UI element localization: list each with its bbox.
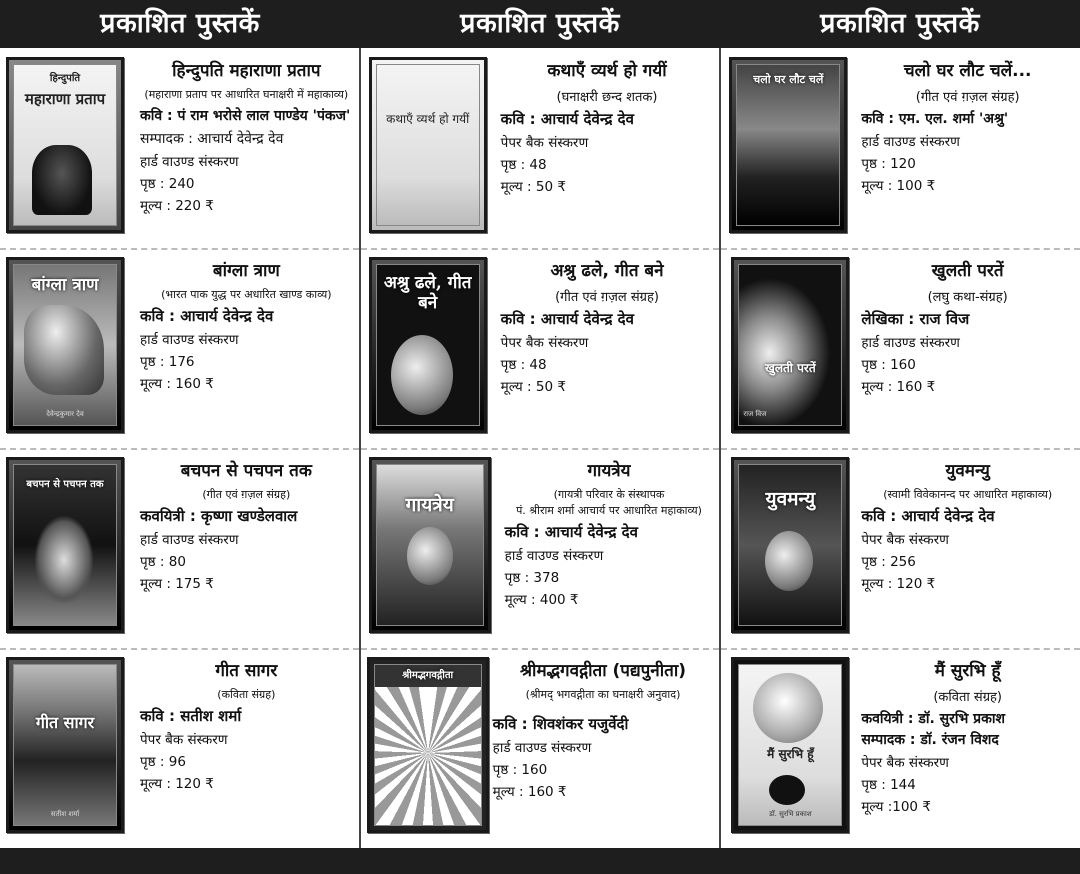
book-card-yuvamanyu [721,448,1080,650]
book-author: कवि : आचार्य देवेन्द्र देव [140,307,274,325]
book-edition: पेपर बैक संस्करण [140,732,228,748]
book-cover-bangla-tran: बांग्ला त्राण देवेन्द्रकुमार देव [6,257,124,433]
book-grid [0,48,1080,848]
book-column-2 [361,48,722,848]
book-subtitle: (महाराणा प्रताप पर आधारित घनाक्षरी में महाकाव्य) [144,88,349,101]
book-subtitle: (भारत पाक युद्ध पर अधारित खाण्ड काव्य) [161,288,332,301]
column-heading-1: प्रकाशित पुस्तकें [100,8,260,39]
book-cover-main-surabhi: मैं सुरभि हूँ डॉ. सुरभि प्रकाश [731,657,849,833]
book-info-gayatreya [505,458,714,612]
book-pages: पृष्ठ : 256 [861,554,916,570]
book-subtitle: (गीत एवं ग़ज़ल संग्रह) [555,290,659,305]
book-info-maharana-pratap [140,58,353,218]
portrait-illustration [765,531,813,591]
book-title: युवमन्यु [945,461,990,481]
book-price: मूल्य : 160 ₹ [140,376,214,392]
book-card-chalo-ghar [721,48,1080,250]
book-edition: पेपर बैक संस्करण [861,755,949,771]
book-price: मूल्य :100 ₹ [861,799,931,815]
book-info-geet-sagar [140,658,353,796]
book-subtitle-line2: पं. श्रीराम शर्मा आचार्य पर आधारित महाकाव्य) [516,504,702,517]
book-cover-gita: श्रीमद्भगवद्गीता [367,657,489,833]
book-edition: हार्ड वाउण्ड संस्करण [140,154,239,170]
book-pages: पृष्ठ : 96 [140,754,186,770]
book-edition: पेपर बैक संस्करण [861,532,949,548]
header-bar [0,0,1080,48]
book-info-kathayen [501,58,714,199]
book-edition: हार्ड वाउण्ड संस्करण [140,532,239,548]
book-author: कवयित्री : कृष्णा खण्डेलवाल [140,507,298,525]
book-cover-gayatreya: गायत्रेय [369,457,491,633]
book-subtitle: (कविता संग्रह) [217,688,276,701]
book-author: कवि : एम. एल. शर्मा 'अश्रु' [861,111,1009,127]
book-author: कवयित्री : डॉ. सुरभि प्रकाश [861,711,1006,727]
book-price: मूल्य : 160 ₹ [861,379,936,395]
book-card-khulti-parten [721,248,1080,450]
book-author: कवि : आचार्य देवेन्द्र देव [861,507,995,525]
book-card-kathayen [361,48,720,250]
book-price: मूल्य : 220 ₹ [140,198,214,214]
book-card-bachpan [0,448,359,650]
book-price: मूल्य : 50 ₹ [500,379,566,395]
book-title: बांग्ला त्राण [212,261,280,281]
book-card-bangla-tran [0,248,359,450]
book-title: हिन्दुपति महाराणा प्रताप [172,61,321,81]
book-pages: पृष्ठ : 176 [140,354,195,370]
book-title: चलो घर लौट चलें... [903,61,1032,81]
book-title: खुलती परतें [931,261,1004,281]
book-info-yuvamanyu [861,458,1074,596]
book-info-ashru-dhale [501,258,714,399]
horse-rider-illustration [32,145,92,215]
book-subtitle: (स्वामी विवेकानन्द पर आधारित महाकाव्य) [883,488,1053,501]
map-illustration [24,305,104,395]
book-pages: पृष्ठ : 160 [492,762,548,778]
book-card-geet-sagar [0,648,359,848]
book-pages: पृष्ठ : 80 [140,554,186,570]
book-subtitle: (श्रीमद् भगवद्गीता का घनाक्षरी अनुवाद) [525,688,681,701]
book-author: कवि : सतीश शर्मा [140,707,242,725]
book-cover-khulti-parten: खुलती परतें राज विज [731,257,849,433]
book-pages: पृष्ठ : 240 [140,176,195,192]
book-cover-geet-sagar: गीत सागर सतीश शर्मा [6,657,124,833]
book-price: मूल्य : 400 ₹ [504,592,579,608]
book-edition: हार्ड वाउण्ड संस्करण [861,335,960,351]
book-author: कवि : आचार्य देवेन्द्र देव [500,110,634,128]
book-card-gita [361,648,720,848]
book-pages: पृष्ठ : 120 [861,156,916,172]
rose-illustration [769,775,805,805]
book-price: मूल्य : 175 ₹ [140,576,214,592]
book-title: अश्रु ढले, गीत बने [550,261,664,281]
book-author: कवि : शिवशंकर यजुर्वेदी [492,715,629,733]
book-cover-kathayen: कथाएँ व्यर्थ हो गयीं [369,57,487,233]
column-heading-3: प्रकाशित पुस्तकें [820,8,980,39]
book-card-gayatreya [361,448,720,650]
book-card-main-surabhi [721,648,1080,848]
book-info-bangla-tran [140,258,353,396]
book-pages: पृष्ठ : 144 [861,777,916,793]
book-price: मूल्य : 120 ₹ [861,576,936,592]
book-price: मूल्य : 50 ₹ [500,179,566,195]
book-pages: पृष्ठ : 48 [500,357,547,373]
book-editor: सम्पादक : आचार्य देवेन्द्र देव [140,131,284,147]
book-subtitle: (गीत एवं ग़ज़ल संग्रह) [915,90,1020,105]
book-title: बचपन से पचपन तक [180,461,312,481]
book-cover-chalo-ghar: चलो घर लौट चलें [729,57,847,233]
book-author: कवि : आचार्य देवेन्द्र देव [500,310,634,328]
book-column-1 [0,48,361,848]
book-cover-bachpan: बचपन से पचपन तक [6,457,124,633]
book-price: मूल्य : 100 ₹ [861,178,936,194]
book-subtitle: (कविता संग्रह) [933,690,1002,705]
book-cover-maharana-pratap: हिन्दुपति महाराणा प्रताप [6,57,124,233]
book-cover-ashru-dhale: अश्रु ढले, गीत बने [369,257,487,433]
portrait-illustration [753,673,823,743]
book-edition: पेपर बैक संस्करण [500,335,589,351]
book-title: मैं सुरभि हूँ [934,661,1001,681]
book-author: कवि : पं राम भरोसे लाल पाण्डेय 'पंकज' [140,108,351,124]
book-column-3 [721,48,1080,848]
book-title: गीत सागर [215,661,278,681]
book-subtitle: (गीत एवं ग़ज़ल संग्रह) [202,488,291,501]
book-subtitle: (लघु कथा-संग्रह) [927,290,1008,305]
book-info-bachpan [140,458,353,596]
book-info-main-surabhi [861,658,1074,819]
portrait-illustration [391,335,453,415]
book-edition: पेपर बैक संस्करण [500,135,589,151]
book-edition: हार्ड वाउण्ड संस्करण [140,332,239,348]
plant-illustration [34,515,94,605]
book-price: मूल्य : 160 ₹ [492,784,567,800]
book-info-gita [493,658,714,804]
footer-bar [0,848,1080,874]
book-title: कथाएँ व्यर्थ हो गयीं [547,61,667,81]
book-title: गायत्रेय [587,461,631,481]
book-info-khulti-parten [861,258,1074,399]
book-cover-yuvamanyu: युवमन्यु [731,457,849,633]
column-heading-2: प्रकाशित पुस्तकें [460,8,620,39]
book-card-ashru-dhale [361,248,720,450]
book-price: मूल्य : 120 ₹ [140,776,214,792]
book-subtitle: (घनाक्षरी छन्द शतक) [556,90,658,105]
book-pages: पृष्ठ : 160 [861,357,916,373]
book-info-chalo-ghar [861,58,1074,198]
book-edition: हार्ड वाउण्ड संस्करण [861,134,960,150]
book-edition: हार्ड वाउण्ड संस्करण [492,740,592,756]
book-edition: हार्ड वाउण्ड संस्करण [504,548,604,564]
book-title: श्रीमद्भगवद्गीता (पद्यपुनीता) [520,661,687,681]
book-editor: सम्पादक : डॉ. रंजन विशद [861,732,999,748]
book-author: लेखिका : राज विज [861,310,970,328]
book-card-maharana-pratap [0,48,359,250]
book-subtitle: (गायत्री परिवार के संस्थापक [553,488,665,501]
book-pages: पृष्ठ : 48 [500,157,547,173]
book-author: कवि : आचार्य देवेन्द्र देव [504,523,638,541]
portrait-illustration [407,527,453,585]
book-pages: पृष्ठ : 378 [504,570,560,586]
